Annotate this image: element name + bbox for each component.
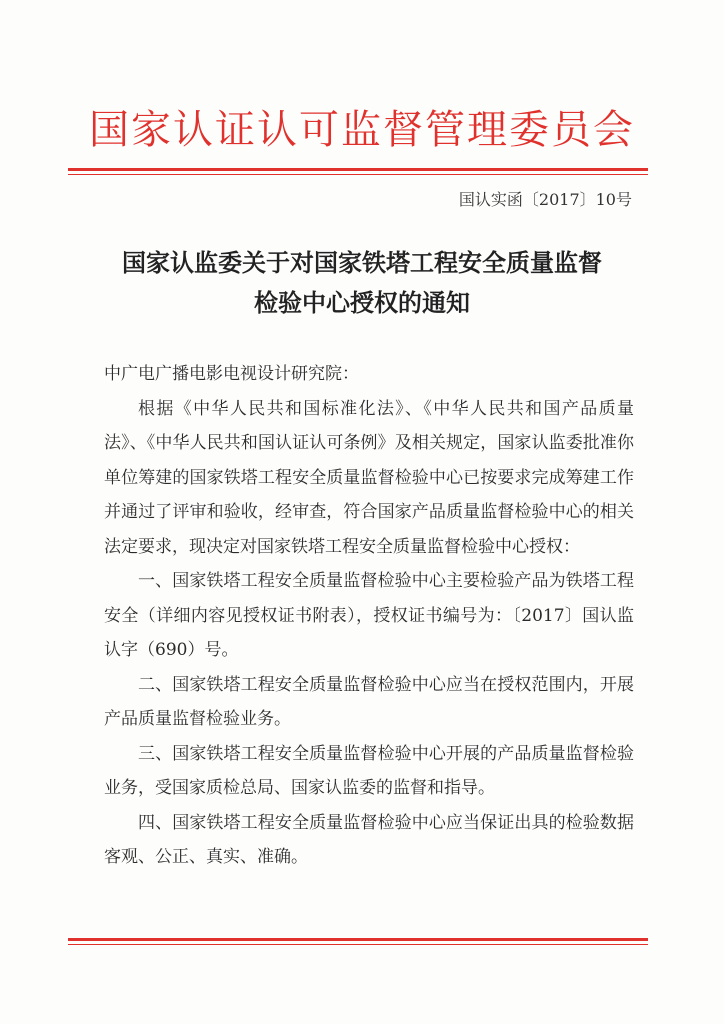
body-paragraph-intro: 根据《中华人民共和国标准化法》、《中华人民共和国产品质量法》、《中华人民共和国认证认可条例》及相关规定，国家认监委批准你单位筹建的国家铁塔工程安全质量监督检验中心已按要求完成筹建工作并通过了评审和验收，经审查，符合国家产品质量监督检验中心的相关法定要求，现决定对国家铁塔工程安全质量监督检验中心授权： xyxy=(104,398,634,557)
document-title xyxy=(0,243,724,323)
footer-red-rule xyxy=(68,938,648,945)
red-rule-thin-line xyxy=(68,174,648,175)
red-rule-thick-line xyxy=(68,938,648,941)
header-red-rule xyxy=(68,168,648,175)
red-rule-thick-line xyxy=(68,168,648,171)
body-paragraph-item-4: 四、国家铁塔工程安全质量监督检验中心应当保证出具的检验数据客观、公正、真实、准确。 xyxy=(104,812,634,867)
organization-header-title: 国家认证认可监督管理委员会 xyxy=(89,107,635,153)
addressee: 中广电广播电影电视设计研究院： xyxy=(104,364,359,384)
body-paragraph-item-2: 二、国家铁塔工程安全质量监督检验中心应当在授权范围内，开展产品质量监督检验业务。 xyxy=(104,674,634,729)
document-title-line-1: 国家认监委关于对国家铁塔工程安全质量监督 xyxy=(122,248,602,277)
document-title-line-2: 检验中心授权的通知 xyxy=(254,288,470,317)
red-rule-thin-line xyxy=(68,944,648,945)
body-paragraph-item-3: 三、国家铁塔工程安全质量监督检验中心开展的产品质量监督检验业务，受国家质检总局、国家认监委的监督和指导。 xyxy=(104,743,634,798)
document-number: 国认实函〔2017〕10号 xyxy=(458,190,632,209)
body-paragraph-item-1: 一、国家铁塔工程安全质量监督检验中心主要检验产品为铁塔工程安全（详细内容见授权证书附表），授权证书编号为：〔2017〕国认监认字（690）号。 xyxy=(104,571,634,660)
document-body xyxy=(104,357,634,875)
